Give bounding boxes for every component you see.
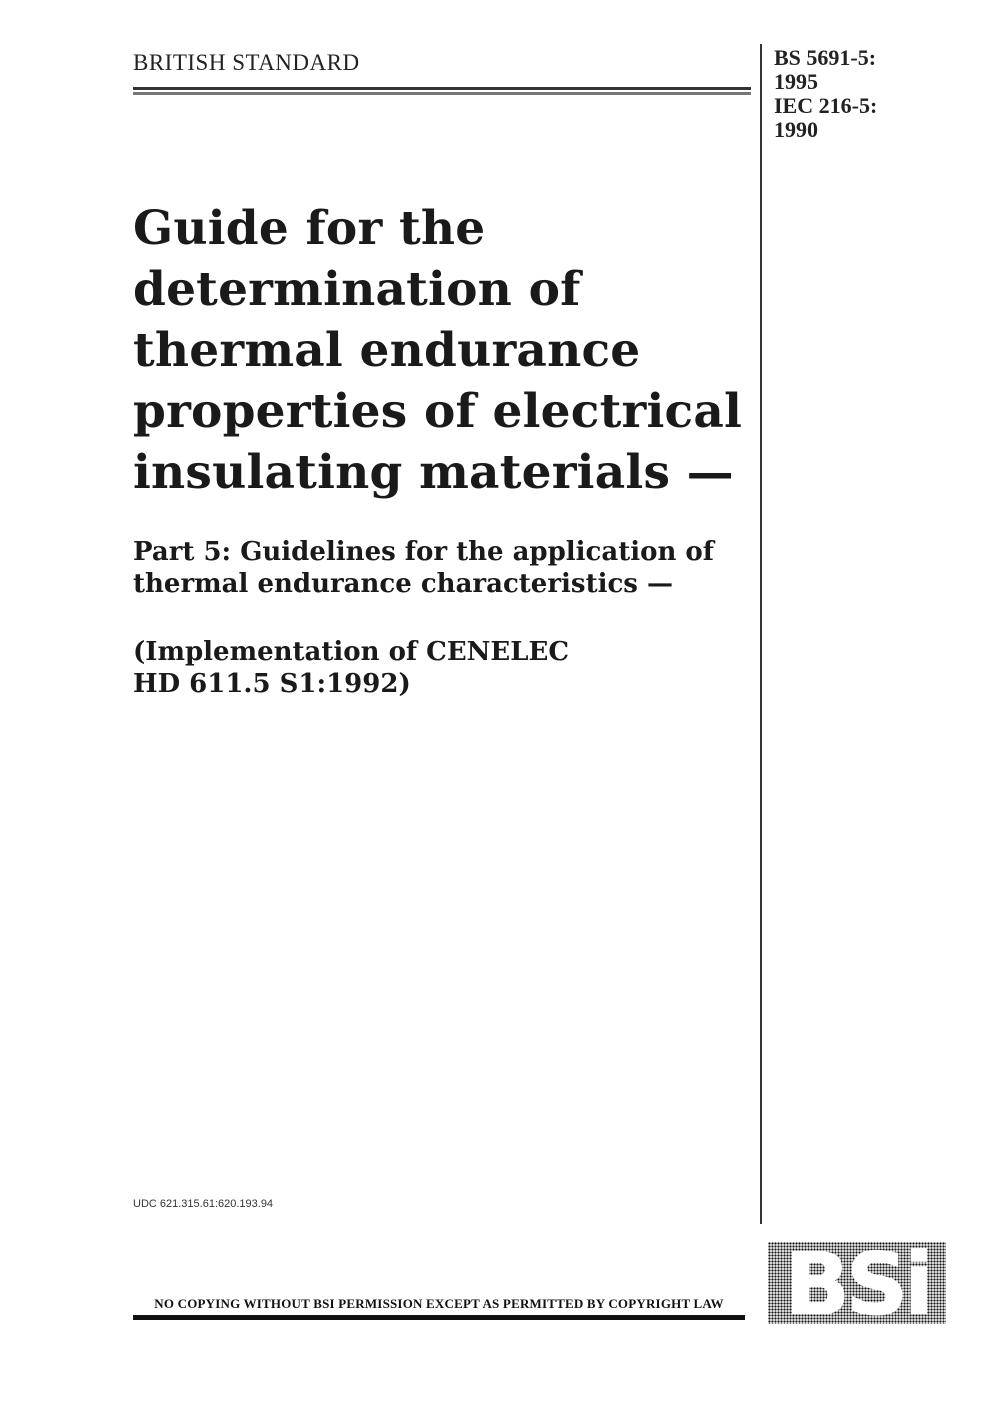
title-line: Guide for the (133, 201, 486, 256)
vertical-divider (760, 44, 762, 1224)
part-subtitle (133, 536, 753, 600)
part-subtitle-line: Part 5: Guidelines for the application of (133, 537, 714, 567)
standard-type-label: BRITISH STANDARD (133, 50, 360, 75)
title-line: insulating materials — (133, 445, 734, 500)
svg-text:BSi: BSi (784, 1242, 930, 1324)
reference-bs-number: BS 5691-5: (774, 45, 877, 70)
title-line: determination of (133, 262, 581, 317)
document-title (133, 198, 743, 503)
footer-rule (133, 1315, 745, 1320)
implementation-line: HD 611.5 S1:1992) (133, 669, 411, 699)
title-line: thermal endurance (133, 323, 641, 378)
header-double-rule (133, 87, 751, 95)
copyright-notice: NO COPYING WITHOUT BSI PERMISSION EXCEPT AS PERMITTED BY COPYRIGHT LAW (154, 1296, 724, 1311)
standard-references (774, 46, 877, 142)
reference-iec-number: IEC 216-5: (774, 93, 878, 118)
reference-bs-year: 1995 (774, 69, 818, 94)
implementation-line: (Implementation of CENELEC (133, 637, 570, 667)
reference-iec-year: 1990 (774, 117, 818, 142)
part-subtitle-line: thermal endurance characteristics — (133, 569, 673, 599)
implementation-note (133, 636, 753, 700)
udc-classification: UDC 621.315.61:620.193.94 (133, 1198, 274, 1210)
title-line: properties of electrical (133, 384, 743, 439)
bsi-logo-icon (768, 1242, 946, 1324)
